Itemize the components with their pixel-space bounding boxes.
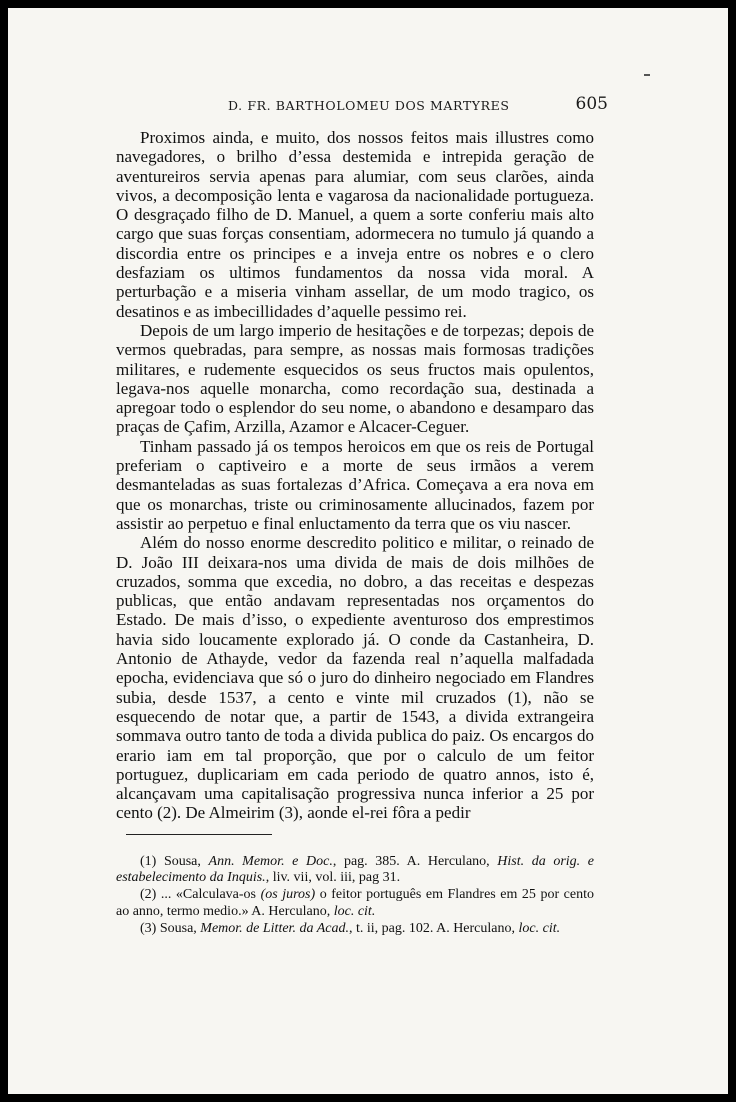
footnote-text: , liv. vii, vol. iii, pag 31. [265, 870, 401, 886]
footnote [116, 854, 594, 886]
book-page [8, 8, 728, 1094]
paragraph: Depois de um largo imperio de hesitações e de torpezas; depois de vermos quebradas, para sempre, as nossas mais formosas tradições militares, e rudemente esquecidos os seus fructos mais opulentos, legava-nos aquelle monarcha, como recordação sua, destinada a apregoar todo o esplendor do seu nome, o abandono e desamparo das praças de Çafim, Arzilla, Azamor e Alcacer-Ceguer. [116, 320, 594, 437]
footnote-citation-title: Memor. de Litter. da Acad. [200, 920, 349, 936]
footnote-text: , pag. 385. A. Herculano, [332, 854, 498, 869]
footnote-citation-title: (os juros) [260, 887, 316, 903]
footnote-citation-title: loc. cit. [518, 920, 561, 936]
footnote-marker: (3) [140, 920, 157, 936]
running-title: D. FR. BARTHOLOMEU DOS MARTYRES [228, 98, 510, 113]
footnote-text: Sousa, [156, 854, 209, 869]
footnote [116, 921, 594, 937]
paragraph: Tinham passado já os tempos heroicos em que os reis de Portugal preferiam o captiveiro e a morte de seus irmãos a verem desmanteladas as suas fortalezas d’Africa. Começava a era nova em que os monarchas, triste ou criminosamente allucinados, fazem por assistir ao perpetuo e final enluctamento da terra que os viu nascer. [116, 436, 594, 533]
footnote-text: ... «Calculava-os [156, 887, 261, 903]
page-number: 605 [575, 94, 608, 114]
paragraph: Proximos ainda, e muito, dos nossos feitos mais illustres como navegadores, o brilho d’essa destemida e intrepida geração de aventureiros servia apenas para alumiar, com seus clarões, ainda vivos, a decomposição lenta e vagarosa da nacionalidade portugueza. O desgraçado filho de D. Manuel, a quem a sorte conferiu mais alto cargo que suas forças consentiam, adormecera no tumulo já quando a discordia entre os principes e a inveja entre os nobres e o clero desfaziam os ultimos fundamentos da nossa vida moral. A perturbação e a miseria vinham assellar, de um modo tragico, os desatinos e as imbecillidades d’aquelle pessimo rei. [116, 128, 594, 321]
footnote-rule [126, 834, 272, 835]
footnote-text: Sousa, [156, 920, 201, 936]
footnote-citation-title: Hist. da orig. e estabelecimento da Inquis. [116, 854, 595, 886]
page-speck [644, 74, 650, 76]
footnote [116, 887, 594, 919]
footnotes [116, 854, 594, 938]
footnote-text: , t. ii, pag. 102. A. Herculano, [348, 920, 519, 936]
footnote-marker: (1) [140, 854, 157, 869]
footnote-text: o feitor português em Flandres em 25 por cento ao anno, termo medio.» A. Herculano, [116, 887, 594, 919]
main-text [116, 128, 594, 823]
footnote-citation-title: Ann. Memor. e Doc. [208, 854, 333, 869]
footnote-marker: (2) [140, 887, 157, 903]
paragraph: Além do nosso enorme descredito politico e militar, o reinado de D. João III deixara-nos uma divida de mais de dois milhões de cruzados, somma que excedia, no dobro, a das receitas e despezas publicas, que então andavam representadas nos orçamentos do Estado. De mais d’isso, o expediente aventuroso dos emprestimos havia sido loucamente explorado já. O conde da Castanheira, D. Antonio de Athayde, vedor da fazenda real n’aquella malfadada epocha, evidenciava que só o juro do dinheiro negociado em Flandres subia, desde 1537, a cento e vinte mil cruzados (1), não se esquecendo de notar que, a partir de 1543, a divida extrangeira sommava outro tanto de toda a divida publica do paiz. Os encargos do erario iam em tal proporção, que por o calculo de um feitor portuguez, duplicariam em cada periodo de quatro annos, isto é, alcançavam uma capitalisação progressiva nunca inferior a 25 por cento (2). De Almeirim (3), aonde el-rei fôra a pedir [116, 533, 594, 823]
running-head [118, 94, 608, 118]
footnote-citation-title: loc. cit. [333, 903, 376, 919]
